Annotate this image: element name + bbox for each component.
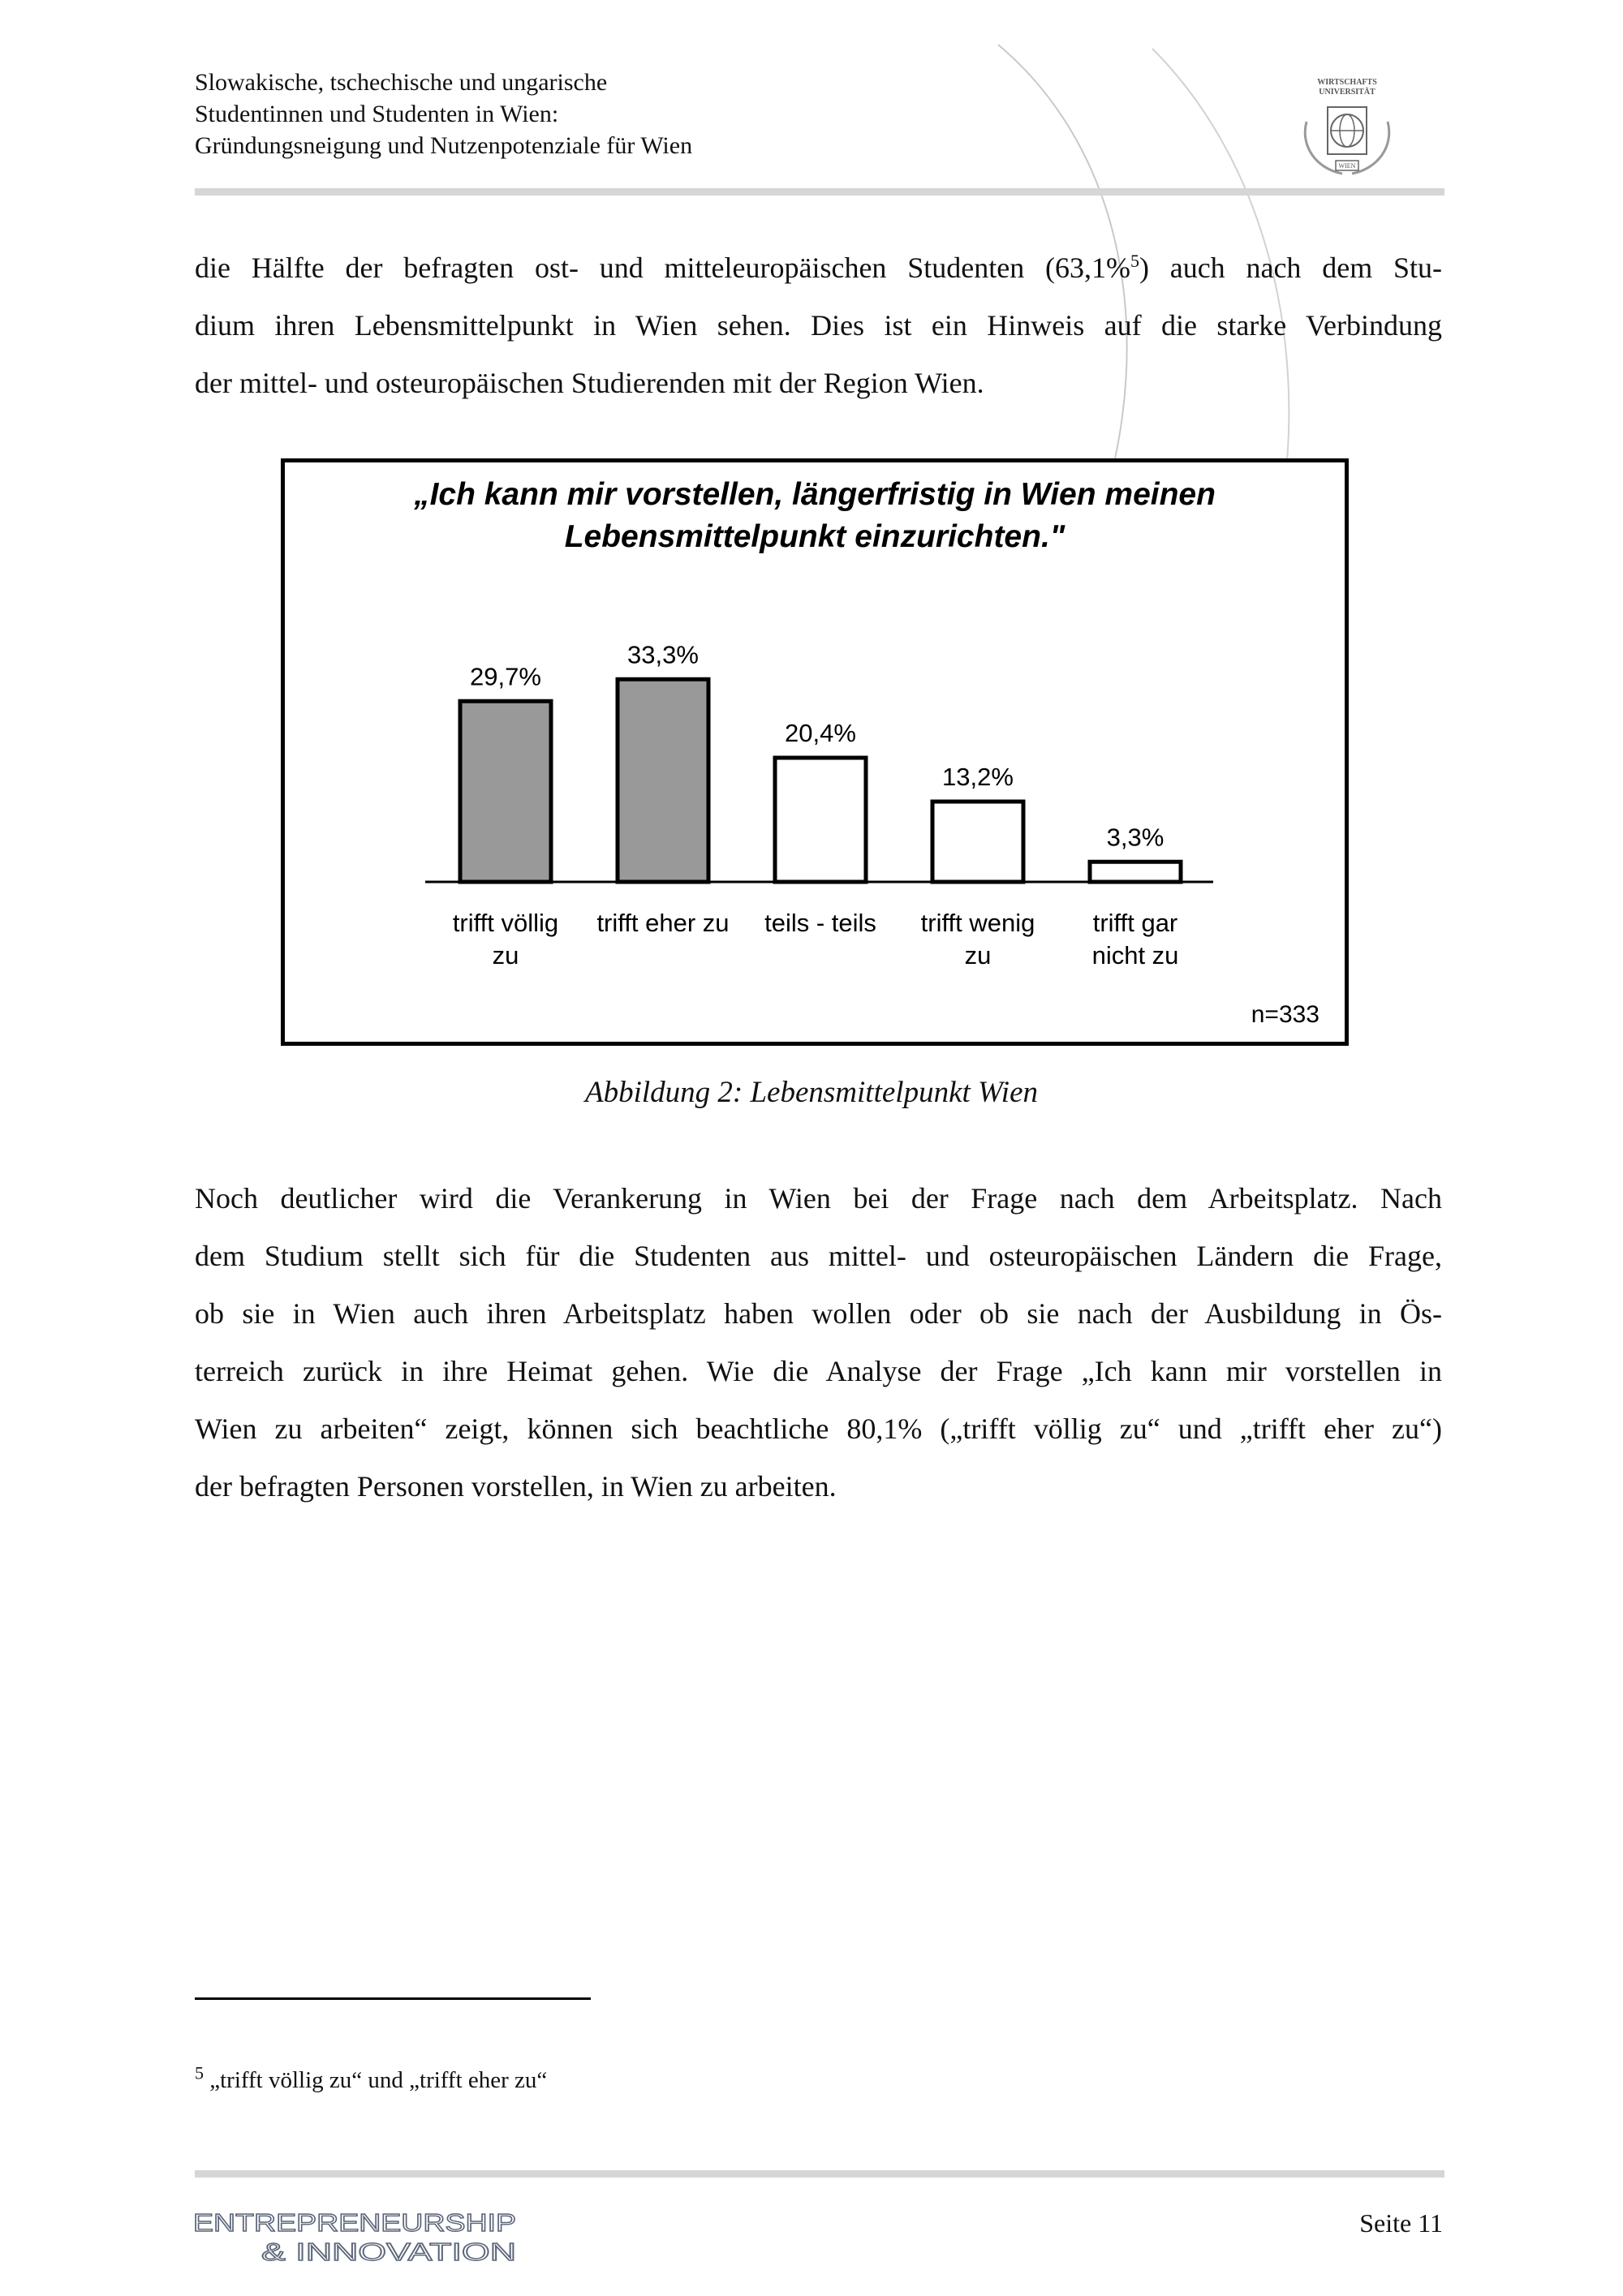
paragraph-2-line-5: Wien zu arbeiten“ zeigt, können sich beachtliche 80,1% („trifft völlig zu“ und „trifft eher zu“) (195, 1412, 1442, 1445)
chart-title-line-1: „Ich kann mir vorstellen, längerfristig in Wien meinen (414, 477, 1216, 512)
page-number: Seite 11 (1359, 2208, 1443, 2238)
category-label-4-line-1: trifft wenig (920, 909, 1035, 937)
category-label-4-line-2: zu (964, 941, 992, 970)
category-label-5-line-2: nicht zu (1091, 941, 1179, 970)
category-label-2-line-1: trifft eher zu (596, 909, 730, 937)
logo-text-1: WIRTSCHAFTS (1317, 78, 1377, 87)
paragraph-2 (195, 1170, 1442, 1516)
paragraph-2-line-3: ob sie in Wien auch ihren Arbeitsplatz haben wollen oder ob sie nach der Ausbildung in Ös- (195, 1297, 1442, 1330)
paragraph-2-line-6: der befragten Personen vorstellen, in Wien zu arbeiten. (195, 1470, 837, 1503)
footnote-ref: 5 (1130, 251, 1139, 271)
sample-size-label: n=333 (1251, 1001, 1319, 1028)
bar-value-label-1: 29,7% (470, 662, 541, 691)
bar-4 (932, 802, 1023, 882)
footnote-separator (195, 1997, 591, 2000)
category-label-3-line-1: teils - teils (764, 909, 876, 937)
university-logo (1292, 73, 1402, 183)
paragraph-2-line-1: Noch deutlicher wird die Verankerung in Wien bei der Frage nach dem Arbeitsplatz. Nach (195, 1182, 1442, 1215)
bar-value-label-3: 20,4% (785, 719, 856, 747)
brand-line-2: & INNOVATION (261, 2238, 516, 2264)
category-label-1-line-2: zu (492, 941, 519, 970)
footnote-text: „trifft völlig zu“ und „trifft eher zu“ (209, 2067, 548, 2093)
bar-1 (460, 701, 551, 882)
paragraph-2-line-4: terreich zurück in ihre Heimat gehen. Wie die Analyse der Frage „Ich kann mir vorstellen in (195, 1355, 1442, 1387)
header-line-3: Gründungsneigung und Nutzenpotenziale für Wien (195, 132, 693, 159)
header-line-2: Studentinnen und Studenten in Wien: (195, 101, 559, 127)
figure-frame (281, 458, 1349, 1046)
chart-title-line-2: Lebensmittelpunkt einzurichten." (564, 519, 1065, 554)
bar-2 (618, 679, 708, 882)
paragraph-1 (195, 239, 1442, 412)
footnote-number: 5 (195, 2062, 204, 2083)
footnote (195, 2062, 548, 2094)
running-header (195, 67, 692, 161)
bar-3 (775, 758, 866, 882)
brand-line-1: ENTREPRENEURSHIP (193, 2208, 516, 2237)
header-line-1: Slowakische, tschechische und ungarische (195, 69, 608, 96)
logo-text-3: WIEN (1338, 162, 1356, 170)
footer-rule (195, 2170, 1444, 2178)
bar-chart (285, 462, 1345, 1042)
figure-caption: Abbildung 2: Lebensmittelpunkt Wien (585, 1076, 1038, 1109)
bar-value-label-2: 33,3% (627, 640, 699, 669)
category-label-1-line-1: trifft völlig (452, 909, 559, 937)
bar-5 (1090, 862, 1181, 882)
category-label-5-line-1: trifft gar (1092, 909, 1178, 937)
logo-text-2: UNIVERSITÄT (1319, 88, 1375, 97)
paragraph-1-line-1: die Hälfte der befragten ost- und mitteleuropäischen Studenten (63,1%$^5$) auch nach dem Stu- (195, 251, 1442, 284)
header-rule (195, 188, 1444, 196)
bar-value-label-4: 13,2% (942, 763, 1014, 791)
paragraph-1-line-2: dium ihren Lebensmittelpunkt in Wien sehen. Dies ist ein Hinweis auf die starke Verbindung (195, 309, 1442, 342)
paragraph-2-line-2: dem Studium stellt sich für die Studenten aus mittel- und osteuropäischen Ländern die Frage, (195, 1240, 1442, 1272)
paragraph-1-line-3: der mittel- und osteuropäischen Studierenden mit der Region Wien. (195, 367, 984, 399)
bar-value-label-5: 3,3% (1106, 823, 1165, 852)
entrepreneurship-innovation-logo (193, 2207, 534, 2264)
